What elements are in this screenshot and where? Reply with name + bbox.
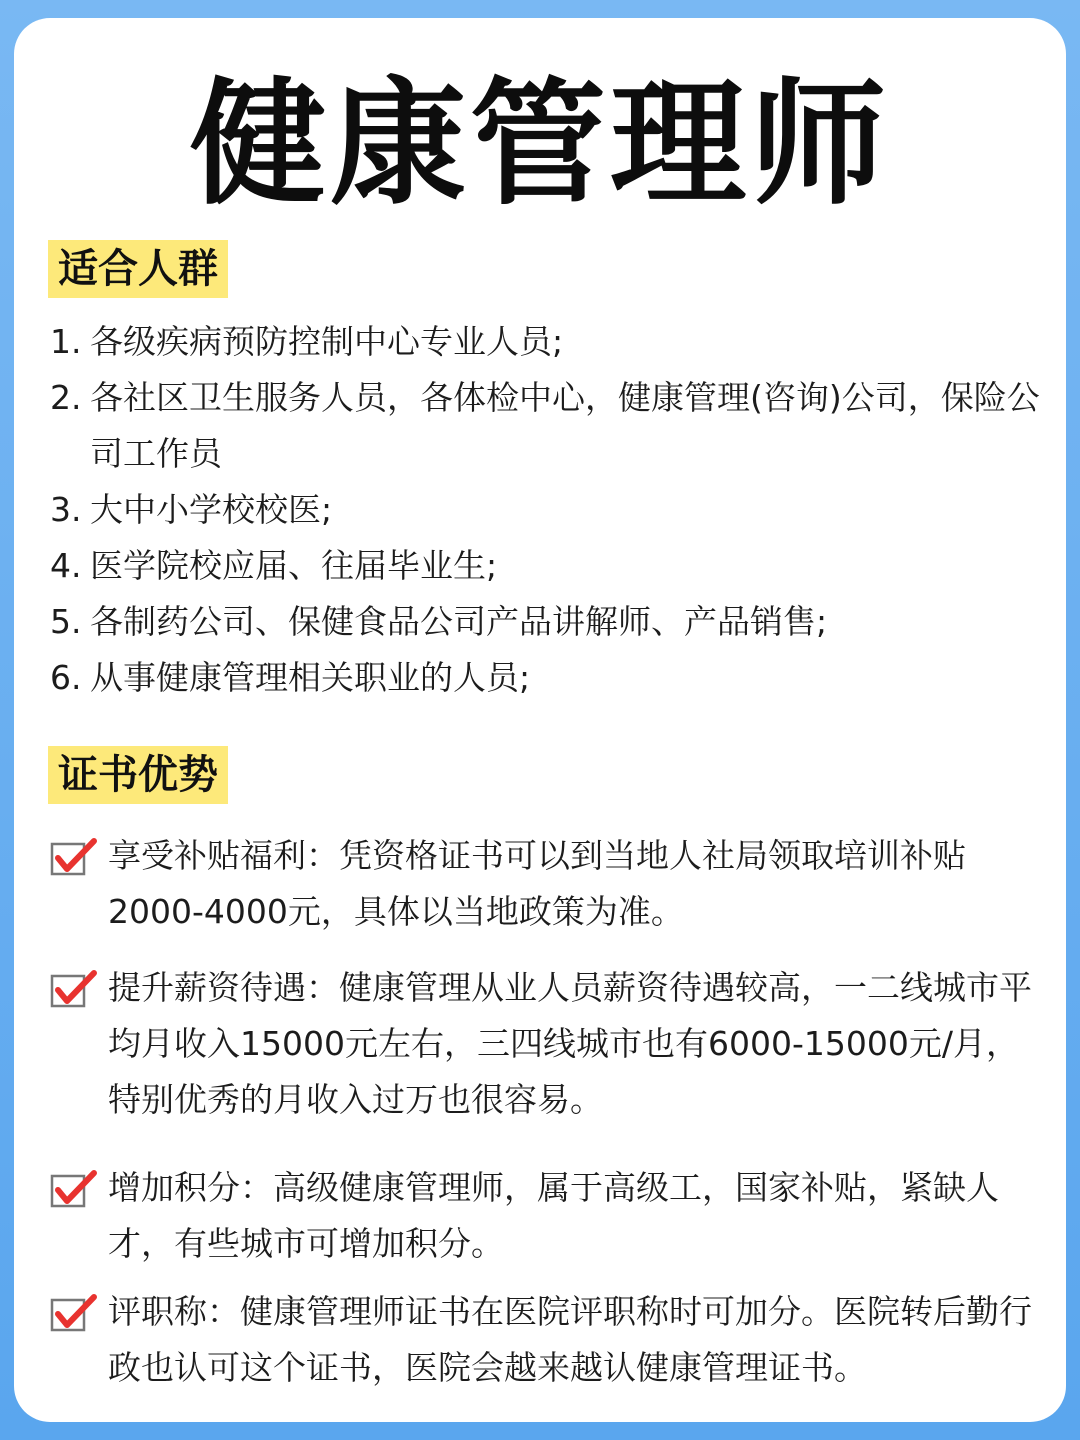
list-item xyxy=(50,594,1050,650)
list-item xyxy=(50,482,1050,538)
list-number: 4. xyxy=(50,546,82,585)
benefit-text: 评职称：健康管理师证书在医院评职称时可加分。医院转后勤行政也认可这个证书，医院会越来越认健康管理证书。 xyxy=(108,1292,1032,1387)
list-text: 各制药公司、保健食品公司产品讲解师、产品销售; xyxy=(90,602,828,641)
benefit-text: 提升薪资待遇：健康管理从业人员薪资待遇较高，一二线城市平均月收入15000元左右，三四线城市也有6000-15000元/月，特别优秀的月收入过万也很容易。 xyxy=(108,968,1032,1119)
benefit-text: 享受补贴福利：凭资格证书可以到当地人社局领取培训补贴2000-4000元，具体以当地政策为准。 xyxy=(108,836,966,931)
list-number: 2. xyxy=(50,378,82,417)
list-text: 各社区卫生服务人员，各体检中心，健康管理(咨询)公司，保险公司工作员 xyxy=(90,378,1040,473)
section-label-audience: 适合人群 xyxy=(48,240,228,298)
benefit-item xyxy=(50,828,1050,940)
page-title: 健康管理师 xyxy=(190,66,890,224)
checkbox-check-icon xyxy=(50,838,98,878)
list-text: 从事健康管理相关职业的人员; xyxy=(90,658,531,697)
checkbox-check-icon xyxy=(50,1294,98,1334)
benefit-item xyxy=(50,1160,1050,1272)
list-number: 3. xyxy=(50,490,82,529)
list-item xyxy=(50,538,1050,594)
list-number: 1. xyxy=(50,322,82,361)
list-item xyxy=(50,314,1050,370)
list-text: 医学院校应届、往届毕业生; xyxy=(90,546,498,585)
list-item xyxy=(50,370,1050,482)
list-text: 各级疾病预防控制中心专业人员; xyxy=(90,322,564,361)
checkbox-check-icon xyxy=(50,1170,98,1210)
list-item xyxy=(50,650,1050,706)
list-text: 大中小学校校医; xyxy=(90,490,333,529)
benefit-item xyxy=(50,960,1050,1128)
section-label-advantages: 证书优势 xyxy=(48,746,228,804)
benefit-item xyxy=(50,1284,1050,1396)
benefit-text: 增加积分：高级健康管理师，属于高级工，国家补贴，紧缺人才，有些城市可增加积分。 xyxy=(108,1168,999,1263)
checkbox-check-icon xyxy=(50,970,98,1010)
list-number: 6. xyxy=(50,658,82,697)
content-card xyxy=(14,18,1066,1422)
list-number: 5. xyxy=(50,602,82,641)
